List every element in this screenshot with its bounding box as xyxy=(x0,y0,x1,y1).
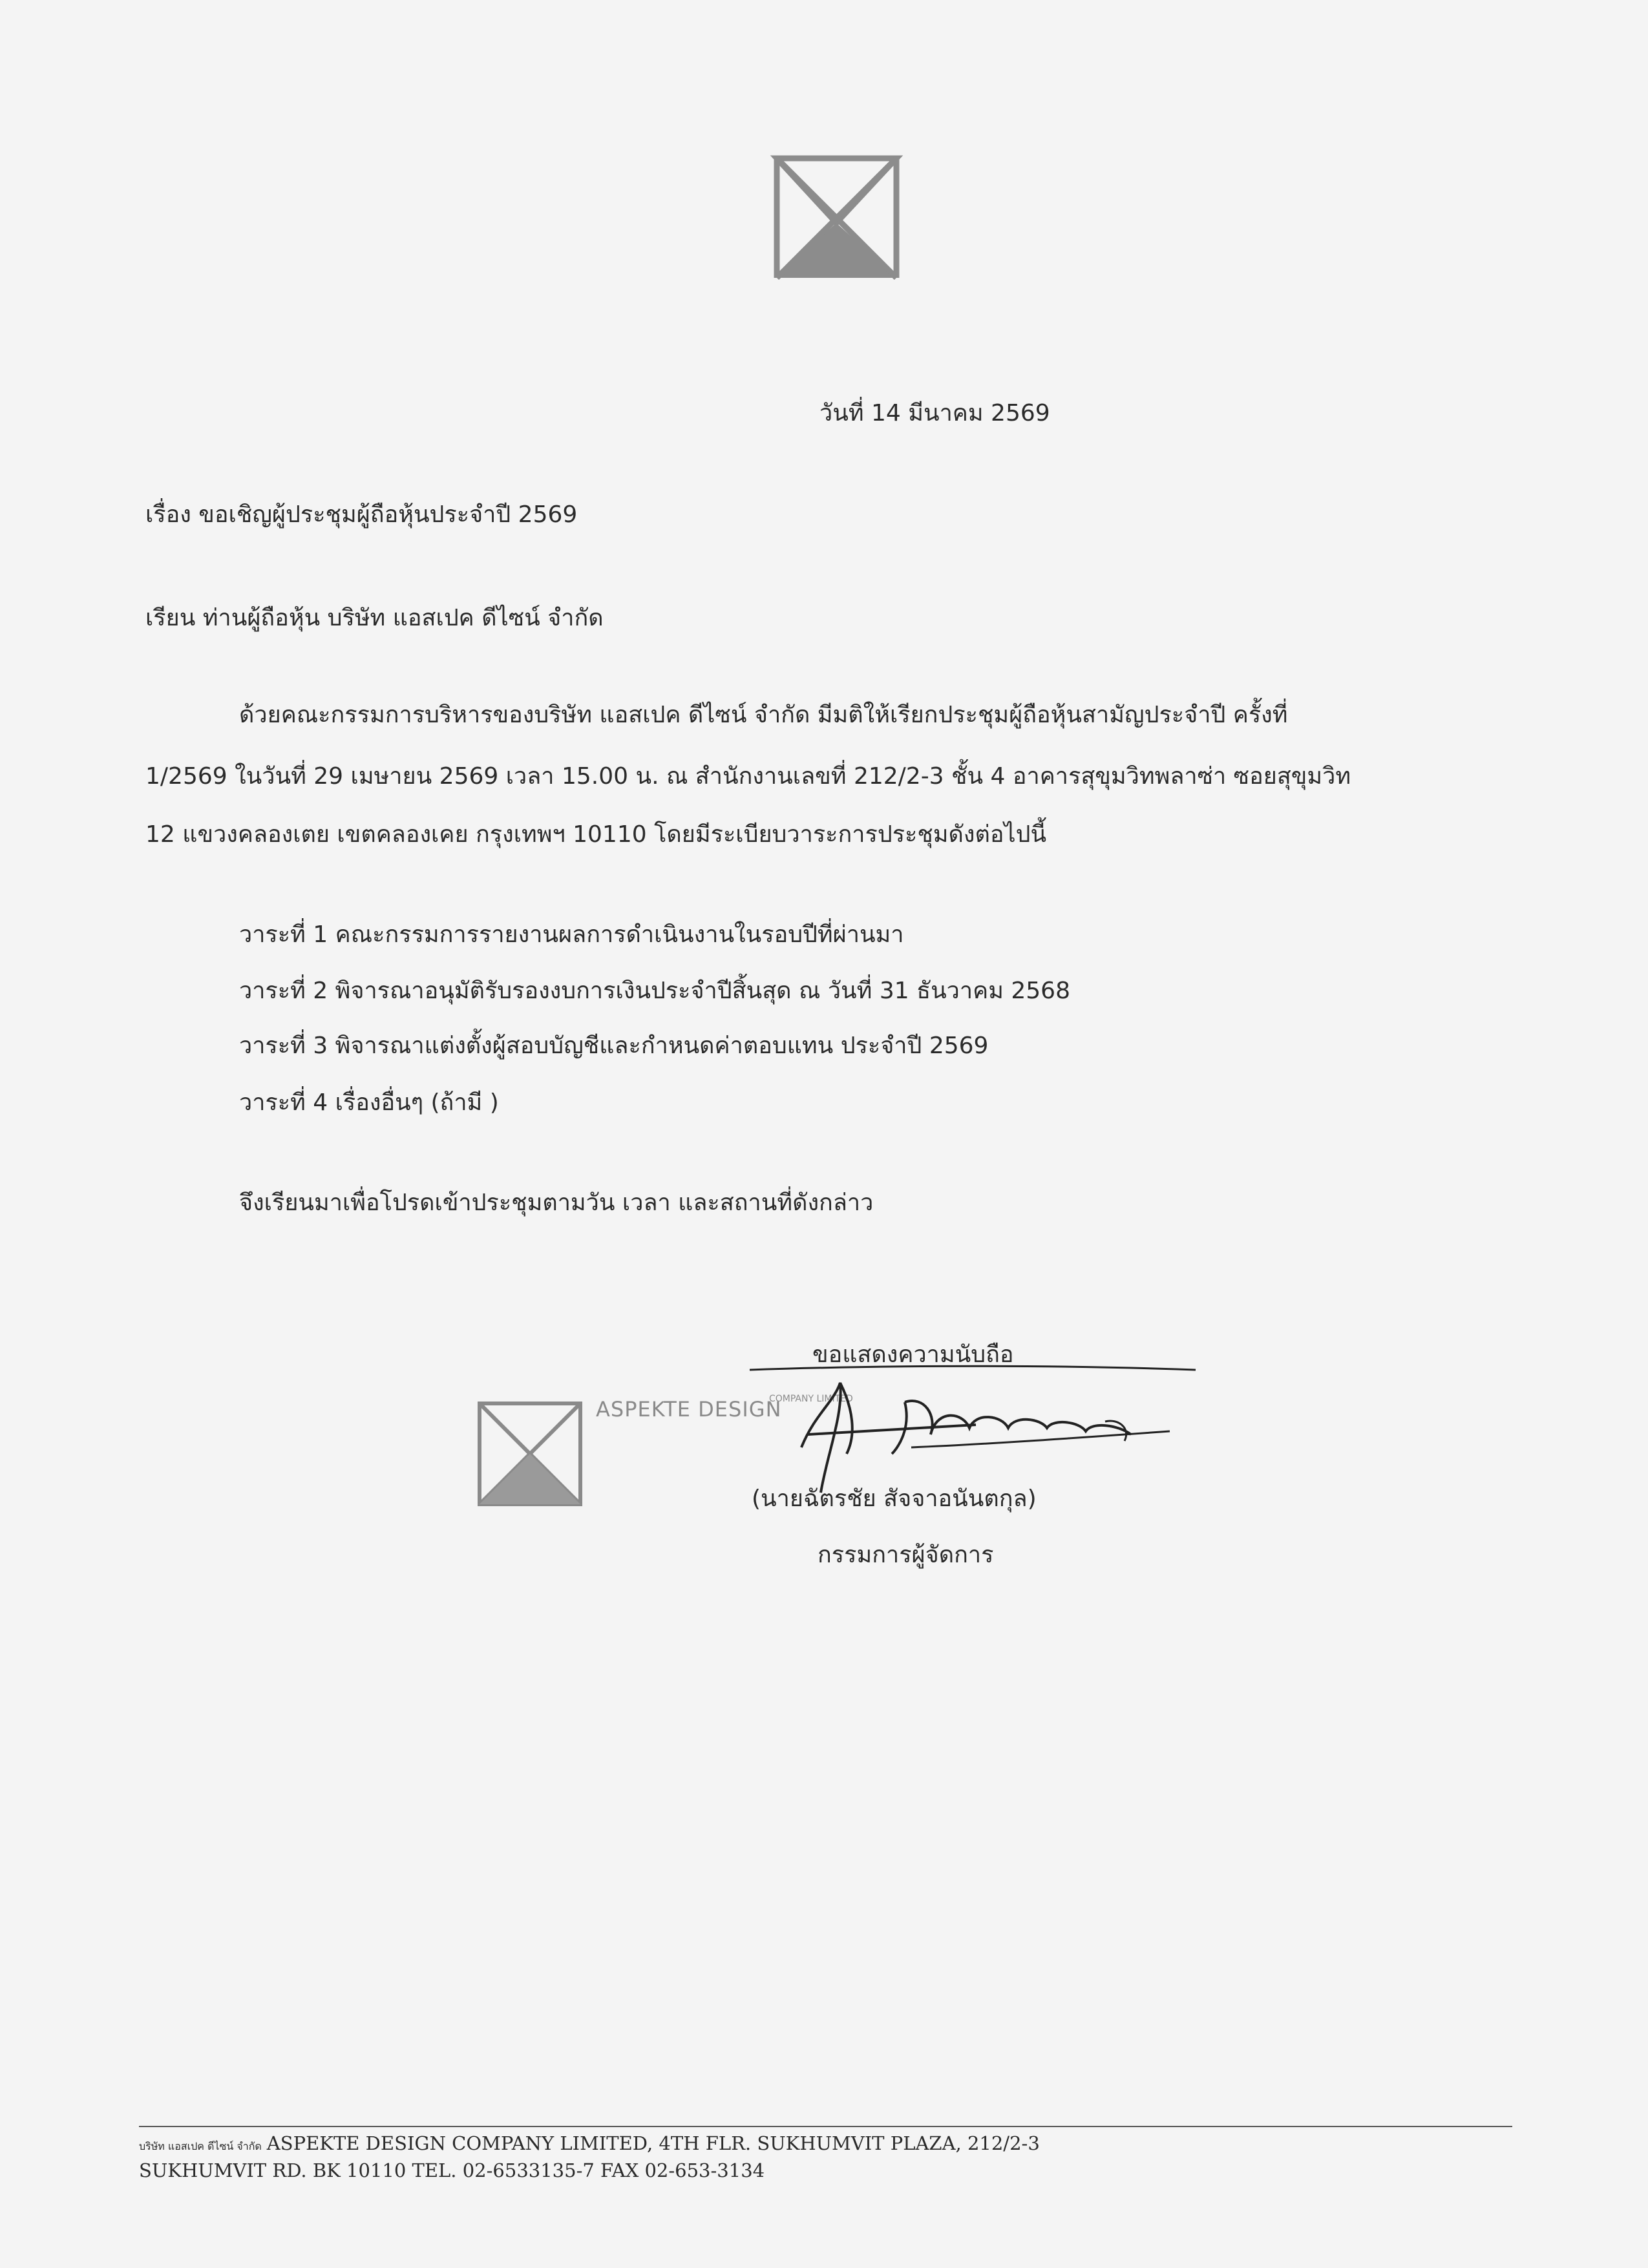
agenda-item: วาระที่ 4 เรื่องอื่นๆ (ถ้ามี ) xyxy=(239,1089,499,1116)
agenda-item: วาระที่ 1 คณะกรรมการรายงานผลการดำเนินงานในรอบปีที่ผ่านมา xyxy=(239,921,904,948)
signer-name: (นายฉัตรชัย สัจจาอนันตกุล) xyxy=(752,1486,1037,1512)
footer-line-1 xyxy=(139,2132,1040,2155)
agenda-item: วาระที่ 3 พิจารณาแต่งตั้งผู้สอบบัญชีและกำหนดค่าตอบแทน ประจำปี 2569 xyxy=(239,1033,989,1059)
stamp-company-name: ASPEKTE DESIGN xyxy=(596,1397,782,1422)
closing-sentence: จึงเรียนมาเพื่อโปรดเข้าประชุมตามวัน เวลา และสถานที่ดังกล่าว xyxy=(239,1190,874,1216)
regards: ขอแสดงความนับถือ xyxy=(812,1341,1014,1368)
company-stamp-icon xyxy=(472,1396,588,1512)
paragraph-line: 1/2569 ในวันที่ 29 เมษายน 2569 เวลา 15.00 น. ณ สำนักงานเลขที่ 212/2-3 ชั้น 4 อาคารสุขุมวิทพลาซ่า ซอยสุขุมวิท xyxy=(145,763,1351,790)
footer-thai-name: บริษัท แอสเปค ดีไซน์ จำกัด xyxy=(139,2140,262,2152)
letter-date: วันที่ 14 มีนาคม 2569 xyxy=(819,400,1050,426)
paragraph-line: ด้วยคณะกรรมการบริหารของบริษัท แอสเปค ดีไซน์ จำกัด มีมติให้เรียกประชุมผู้ถือหุ้นสามัญประจำปี ครั้งที่ xyxy=(239,702,1288,728)
paragraph-line: 12 แขวงคลองเตย เขตคลองเคย กรุงเทพฯ 10110 โดยมีระเบียบวาระการประชุมดังต่อไปนี้ xyxy=(145,821,1047,848)
footer-divider xyxy=(139,2126,1512,2127)
company-logo-icon xyxy=(757,145,913,294)
letter-subject: เรื่อง ขอเชิญผู้ประชุมผู้ถือหุ้นประจำปี 2569 xyxy=(145,501,578,528)
signer-position: กรรมการผู้จัดการ xyxy=(818,1542,994,1568)
letter-salutation: เรียน ท่านผู้ถือหุ้น บริษัท แอสเปค ดีไซน์ จำกัด xyxy=(145,605,604,631)
footer-address-2: SUKHUMVIT RD. BK 10110 TEL. 02-6533135-7 FAX 02-653-3134 xyxy=(139,2159,765,2181)
agenda-item: วาระที่ 2 พิจารณาอนุมัติรับรองงบการเงินประจำปีสิ้นสุด ณ วันที่ 31 ธันวาคม 2568 xyxy=(239,978,1070,1004)
footer-address-1: ASPEKTE DESIGN COMPANY LIMITED, 4TH FLR. SUKHUMVIT PLAZA, 212/2-3 xyxy=(266,2132,1040,2154)
stamp-company-suffix: COMPANY LIMITED xyxy=(769,1394,853,1404)
